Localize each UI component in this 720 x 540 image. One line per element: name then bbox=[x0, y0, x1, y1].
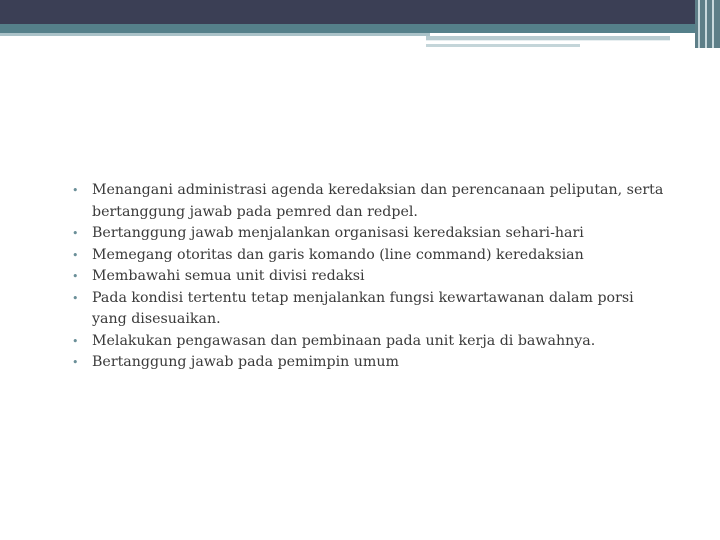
header-rule-thin bbox=[426, 40, 670, 41]
bullet-icon: • bbox=[72, 270, 79, 283]
bullet-icon: • bbox=[72, 227, 79, 240]
list-item-text: Memegang otoritas dan garis komando (line command) keredaksian bbox=[92, 246, 584, 263]
bullet-icon: • bbox=[72, 334, 79, 348]
list-item bbox=[72, 180, 672, 223]
list-item bbox=[72, 223, 672, 245]
header-band-light bbox=[0, 33, 430, 36]
list-item bbox=[72, 288, 672, 331]
header-rule-short bbox=[426, 44, 580, 47]
bullet-icon: • bbox=[72, 291, 79, 305]
header-corner-block bbox=[695, 0, 720, 48]
list-item-text: Pada kondisi tertentu tetap menjalankan fungsi kewartawanan dalam porsi yang disesuaikan. bbox=[92, 289, 634, 327]
list-item bbox=[72, 331, 672, 353]
list-item bbox=[72, 245, 672, 267]
header-band-dark bbox=[0, 0, 720, 24]
corner-stripe bbox=[712, 0, 714, 48]
list-item-text: Menangani administrasi agenda keredaksian dan perencanaan peliputan, serta bertanggung jawab pada pemred dan redpel. bbox=[92, 182, 664, 220]
bullet-icon: • bbox=[72, 184, 79, 197]
list-item-text: Melakukan pengawasan dan pembinaan pada unit kerja di bawahnya. bbox=[92, 332, 596, 349]
list-item-text: Bertanggung jawab pada pemimpin umum bbox=[92, 354, 399, 370]
list-item bbox=[72, 266, 672, 288]
list-item-text: Bertanggung jawab menjalankan organisasi keredaksian sehari-hari bbox=[92, 225, 584, 241]
corner-stripe bbox=[698, 0, 700, 48]
bullet-icon: • bbox=[72, 356, 79, 369]
corner-stripe bbox=[705, 0, 707, 48]
slide-content bbox=[72, 180, 672, 374]
bullet-icon: • bbox=[72, 248, 79, 262]
list-item bbox=[72, 352, 672, 374]
header-band-teal bbox=[0, 24, 720, 33]
bullet-list bbox=[72, 180, 672, 374]
list-item-text: Membawahi semua unit divisi redaksi bbox=[92, 268, 365, 284]
